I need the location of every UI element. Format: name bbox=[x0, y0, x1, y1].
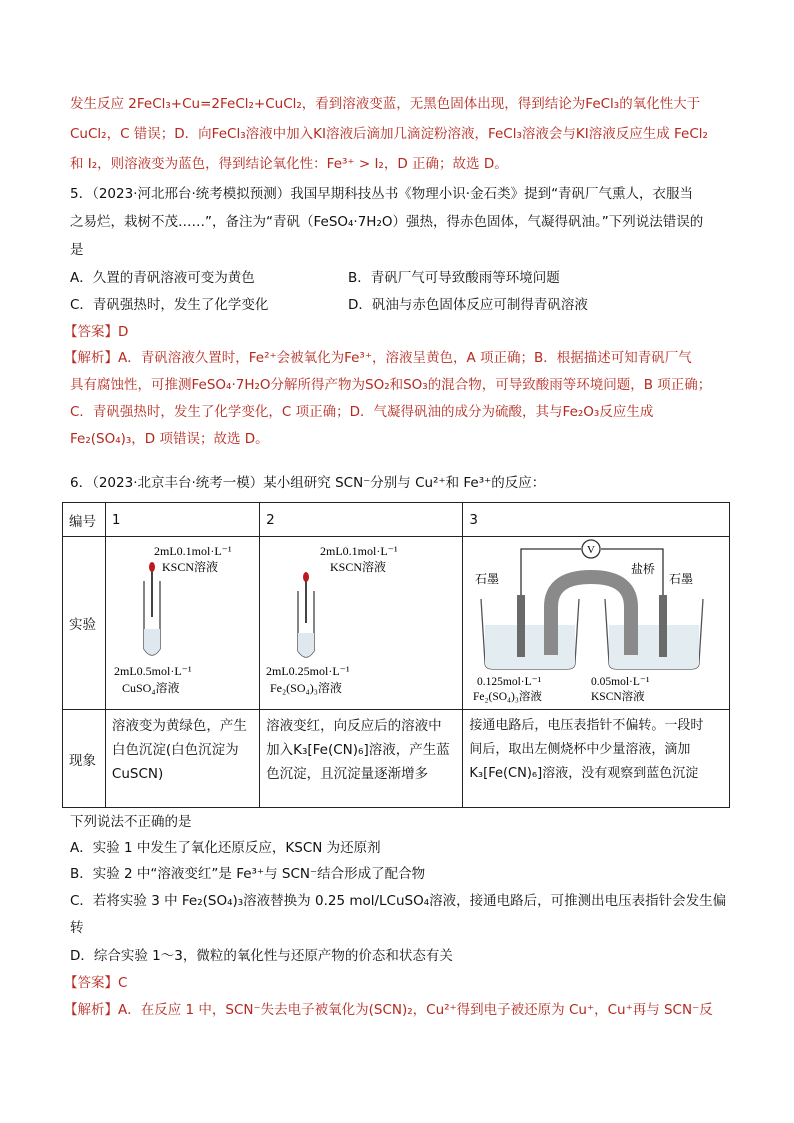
q6-option-b: B．实验 2 中“溶液变红”是 Fe³⁺与 SCN⁻结合形成了配合物 bbox=[70, 866, 426, 882]
q6-stem: 6．（2023·北京丰台·统考一模）某小组研究 SCN⁻分别与 Cu²⁺和 Fe³⁺的反应： bbox=[70, 475, 546, 491]
table-header-row bbox=[63, 503, 730, 537]
obs-3-line-1: 接通电路后，电压表指针不偏转。一段时 bbox=[469, 718, 704, 733]
q5-answer-tag: 【答案】 bbox=[64, 324, 118, 340]
table-row-observation bbox=[63, 710, 730, 808]
exp-1-solution-conc: 2mL0.5mol·L⁻¹ bbox=[113, 664, 192, 678]
header-number: 编号 bbox=[63, 503, 106, 537]
q5-analysis-2: 具有腐蚀性，可推测FeSO₄·7H₂O分解所得产物为SO₂和SO₃的混合物，可导致酸雨等环境问题，B 项正确； bbox=[70, 377, 712, 393]
q6-analysis-1 bbox=[64, 1000, 713, 1020]
intro-line-1: 发生反应 2FeCl₃+Cu=2FeCl₂+CuCl₂，看到溶液变蓝，无黑色固体出现，得到结论为FeCl₃的氧化性大于 bbox=[70, 96, 701, 112]
q6-analysis-text-1: A．在反应 1 中，SCN⁻失去电子被氧化为(SCN)₂，Cu²⁺得到电子被还原为 Cu⁺，Cu⁺再与 SCN⁻反 bbox=[118, 1002, 713, 1018]
obs-3 bbox=[463, 710, 730, 808]
q5-analysis-4: Fe₂(SO₄)₃，D 项错误；故选 D。 bbox=[70, 431, 269, 447]
q6-analysis-tag: 【解析】 bbox=[64, 1002, 118, 1018]
experiment-table bbox=[62, 502, 730, 808]
right-solution-icon bbox=[609, 625, 699, 669]
left-solution-name: Fe₂(SO₄)₃溶液 bbox=[473, 691, 543, 703]
obs-3-line-2: 间后，取出左侧烧杯中少量溶液，滴加 bbox=[469, 742, 691, 757]
q5-answer bbox=[64, 322, 128, 342]
right-solution-name: KSCN溶液 bbox=[591, 691, 646, 703]
q5-option-b: B．青矾厂气可导致酸雨等环境问题 bbox=[348, 270, 560, 286]
q5-answer-value: D bbox=[118, 324, 129, 340]
exp-3-diagram-cell bbox=[463, 537, 730, 710]
exp-1-solution-name: CuSO₄溶液 bbox=[121, 681, 180, 695]
left-electrode-label: 石墨 bbox=[475, 572, 500, 586]
obs-1-line-2: 白色沉淀(白色沉淀为 bbox=[111, 742, 239, 758]
obs-2-line-1: 溶液变红，向反应后的溶液中 bbox=[266, 718, 442, 734]
exp-1-diagram-cell bbox=[105, 537, 259, 710]
right-solution-conc: 0.05mol·L⁻¹ bbox=[591, 676, 650, 688]
q5-analysis-tag: 【解析】 bbox=[64, 350, 118, 366]
salt-bridge-label: 盐桥 bbox=[631, 562, 656, 576]
row-label-observation: 现象 bbox=[63, 710, 106, 808]
q5-stem-3: 是 bbox=[70, 242, 84, 258]
solution-icon bbox=[144, 629, 160, 655]
q6-answer bbox=[64, 973, 127, 993]
exp-1-diagram bbox=[106, 537, 256, 705]
q5-stem-2: 之易烂，栽树不茂……”，备注为“青矾（FeSO₄·7H₂O）强热，得赤色固体，气凝得矾油。”下列说法错误的 bbox=[70, 214, 704, 230]
left-solution-conc: 0.125mol·L⁻¹ bbox=[477, 676, 542, 688]
exp-1-reagent-name: KSCN溶液 bbox=[161, 560, 218, 574]
header-exp-3: 3 bbox=[463, 503, 730, 537]
exp-2-reagent-name: KSCN溶液 bbox=[330, 560, 387, 574]
obs-2-line-3: 色沉淀，且沉淀量逐渐增多 bbox=[266, 766, 429, 782]
right-electrode-label: 石墨 bbox=[669, 572, 694, 586]
obs-2 bbox=[260, 710, 463, 808]
exp-2-diagram bbox=[260, 537, 458, 705]
obs-2-line-2: 加入K₃[Fe(CN)₆]溶液，产生蓝 bbox=[266, 742, 450, 758]
q5-analysis-3: C．青矾强热时，发生了化学变化，C 项正确；D．气凝得矾油的成分为硫酸，其与Fe₂O₃反应生成 bbox=[70, 404, 654, 420]
q6-option-d: D．综合实验 1～3，微粒的氧化性与还原产物的价态和状态有关 bbox=[70, 948, 453, 964]
voltmeter-label: V bbox=[587, 544, 596, 556]
row-label-experiment: 实验 bbox=[63, 537, 106, 710]
q6-option-c-1: C．若将实验 3 中 Fe₂(SO₄)₃溶液替换为 0.25 mol/LCuSO₄溶液，接通电路后，可推测出电压表指针会发生偏 bbox=[70, 893, 727, 909]
dropper-bulb-icon bbox=[303, 572, 309, 582]
q5-stem-1: 5．（2023·河北邢台·统考模拟预测）我国早期科技丛书《物理小识·金石类》提到“青矾厂气熏人，衣服当 bbox=[70, 186, 694, 202]
right-graphite-electrode bbox=[659, 595, 667, 657]
exp-2-solution-conc: 2mL0.25mol·L⁻¹ bbox=[266, 664, 350, 678]
solution-icon bbox=[298, 633, 314, 657]
exp-2-reagent-conc: 2mL0.1mol·L⁻¹ bbox=[320, 544, 398, 558]
obs-1 bbox=[105, 710, 259, 808]
table-row-experiment bbox=[63, 537, 730, 710]
q5-option-c: C．青矾强热时，发生了化学变化 bbox=[70, 297, 269, 313]
dropper-bulb-icon bbox=[149, 562, 155, 572]
q5-option-a: A．久置的青矾溶液可变为黄色 bbox=[70, 270, 255, 286]
q6-ask: 下列说法不正确的是 bbox=[70, 814, 192, 830]
q6-option-c-2: 转 bbox=[70, 920, 84, 936]
q6-answer-tag: 【答案】 bbox=[64, 975, 118, 991]
exp-1-reagent-conc: 2mL0.1mol·L⁻¹ bbox=[153, 544, 232, 558]
intro-line-3: 和 I₂，则溶液变为蓝色，得到结论氧化性：Fe³⁺ > I₂，D 正确；故选 D。 bbox=[70, 156, 508, 172]
header-exp-2: 2 bbox=[260, 503, 463, 537]
left-graphite-electrode bbox=[517, 595, 525, 657]
left-solution-icon bbox=[485, 625, 575, 669]
q6-answer-value: C bbox=[118, 975, 128, 991]
obs-3-line-3: K₃[Fe(CN)₆]溶液，没有观察到蓝色沉淀 bbox=[469, 766, 699, 781]
header-exp-1: 1 bbox=[105, 503, 259, 537]
exp-2-diagram-cell bbox=[260, 537, 463, 710]
q5-analysis-1 bbox=[64, 348, 692, 368]
exp-2-solution-name: Fe₂(SO₄)₃溶液 bbox=[270, 681, 343, 695]
exp-3-diagram bbox=[463, 537, 723, 705]
q5-analysis-text-1: A．青矾溶液久置时，Fe²⁺会被氧化为Fe³⁺，溶液呈黄色，A 项正确；B．根据描述可知青矾厂气 bbox=[118, 350, 692, 366]
obs-1-line-1: 溶液变为黄绿色，产生 bbox=[111, 718, 247, 734]
obs-1-line-3: CuSCN) bbox=[111, 766, 164, 782]
q6-option-a: A．实验 1 中发生了氧化还原反应，KSCN 为还原剂 bbox=[70, 840, 381, 856]
intro-line-2: CuCl₂，C 错误；D．向FeCl₃溶液中加入KI溶液后滴加几滴淀粉溶液，FeCl₃溶液会与KI溶液反应生成 FeCl₂ bbox=[70, 126, 708, 142]
q5-option-d: D．矾油与赤色固体反应可制得青矾溶液 bbox=[348, 297, 588, 313]
